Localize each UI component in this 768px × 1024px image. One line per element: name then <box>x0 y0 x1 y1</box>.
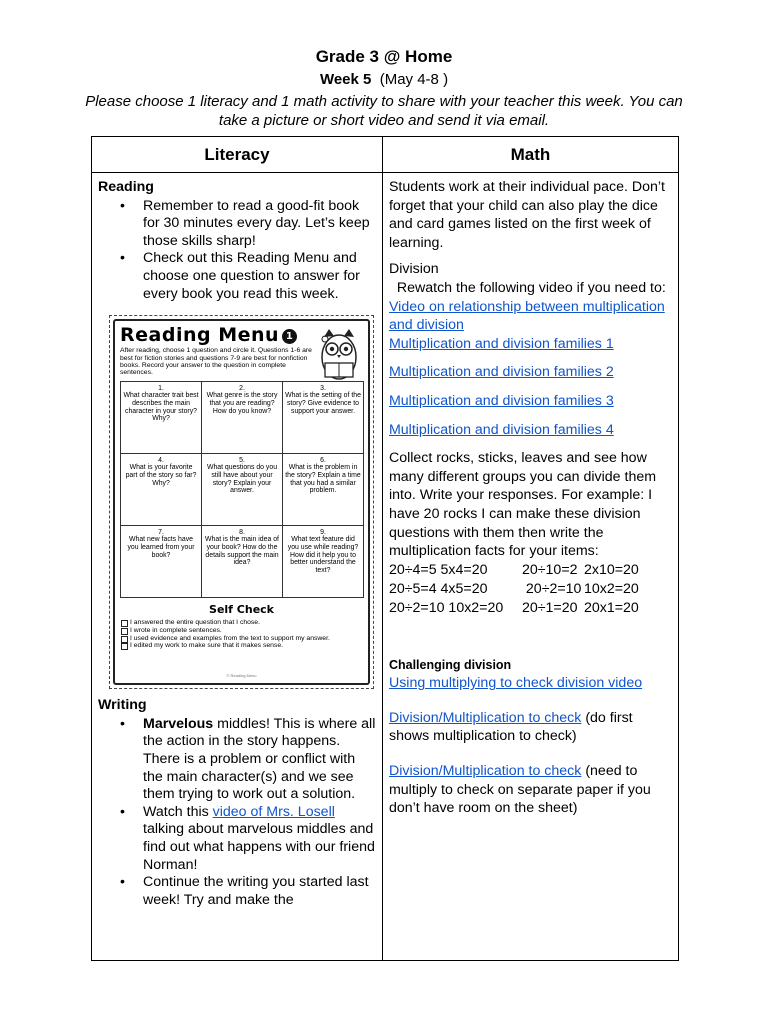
self-check-item: I used evidence and examples from the text to support my answer. <box>120 635 363 643</box>
literacy-column-header: Literacy <box>92 137 383 173</box>
self-check-item: I edited my work to make sure that it makes sense. <box>120 642 363 650</box>
menu-cell: 3. What is the setting of the story? Give evidence to support your answer. <box>283 381 364 453</box>
division-check-link-2[interactable]: Division/Multiplication to check <box>388 763 582 780</box>
list-item: • Marvelous middles! This is where all the action in the story happens. There is a problem or conflict with the main character(s) and we see them trying to work out a solution. <box>98 716 377 804</box>
list-item: • Check out this Reading Menu and choose one question to answer for every book you read this week. <box>98 250 377 303</box>
menu-cell: 1. What character trait best describes the main character in your story? Why? <box>121 381 202 453</box>
fact-row: 20÷5=4 4x5=20 20÷2=10 10x2=20 <box>388 580 639 597</box>
reading-menu-intro: After reading, choose 1 question and circle it. Questions 1-6 are best for fiction stories and questions 7-9 are best for nonfiction books. Record your answer to the question in complete sentences. <box>120 347 312 377</box>
menu-cell: 2. What genre is the story that you are reading? How do you know? <box>202 381 283 453</box>
menu-cell: 5. What questions do you still have about your story? Explain your answer. <box>202 453 283 525</box>
menu-cell: 7. What new facts have you learned from your book? <box>121 525 202 597</box>
division-check-note-2: (need to multiply to check on separate paper if you don’t have room on the sheet) <box>388 763 651 817</box>
video-link-families-3[interactable]: Multiplication and division families 3 <box>388 392 614 409</box>
rewatch-text: Rewatch the following video if you need to: <box>388 279 666 296</box>
self-check-title: Self Check <box>209 602 274 616</box>
math-intro: Students work at their individual pace. Don’t forget that your child can also play the dice and card games listed on the first week of learning. <box>388 179 665 251</box>
division-check-link-1[interactable]: Division/Multiplication to check <box>388 709 582 726</box>
menu-cell: 8. What is the main idea of your book? How do the details support the main idea? <box>202 525 283 597</box>
menu-cell: 6. What is the problem in the story? Explain a time that you had a similar problem. <box>283 453 364 525</box>
math-cell <box>382 173 678 961</box>
reading-menu-grid <box>120 381 364 598</box>
self-check-item: I wrote in complete sentences. <box>120 627 363 635</box>
fact-row: 20÷2=10 10x2=20 20÷1=20 20x1=20 <box>388 599 639 616</box>
mrs-losell-video-link[interactable]: video of Mrs. Losell <box>212 803 335 820</box>
self-check-list <box>120 619 363 649</box>
reading-menu-image <box>109 315 374 689</box>
menu-cell: 4. What is your favorite part of the story so far? Why? <box>121 453 202 525</box>
page-title: Grade 3 @ Home <box>315 47 453 66</box>
video-link-families-2[interactable]: Multiplication and division families 2 <box>388 364 614 381</box>
challenging-division-heading: Challenging division <box>388 657 512 672</box>
activity-table <box>91 136 679 961</box>
list-item: • Watch this video of Mrs. Losell talking about marvelous middles and find out what happens with our friend Norman! <box>98 804 377 874</box>
video-link-families-1[interactable]: Multiplication and division families 1 <box>388 335 614 352</box>
instructions: Please choose 1 literacy and 1 math activity to share with your teacher this week. You can take a picture or short video and send it via email. <box>85 93 683 129</box>
activity-text: Collect rocks, sticks, leaves and see how many different groups you can divide them into. Write your responses. For example: I have 20 rocks I can make these division questions with them then write the multiplication facts for your items: <box>388 450 657 560</box>
video-link-families-4[interactable]: Multiplication and division families 4 <box>388 421 614 438</box>
reading-menu-title-text: Reading Menu <box>120 324 280 347</box>
reading-menu-number: 1 <box>282 329 297 344</box>
fact-row: 20÷4=5 5x4=20 20÷10=2 2x10=20 <box>388 561 639 578</box>
week-line <box>0 70 768 90</box>
writing-list <box>98 716 377 910</box>
reading-heading: Reading <box>98 179 154 195</box>
self-check-item: I answered the entire question that I chose. <box>120 619 363 627</box>
list-item: • Remember to read a good-fit book for 30 minutes every day. Let’s keep those skills sharp! <box>98 198 377 251</box>
week-label: Week 5 <box>319 71 372 88</box>
math-column-header: Math <box>382 137 678 173</box>
division-check-note-1: (do first shows multiplication to check) <box>388 709 633 745</box>
menu-copyright: © Reading Menu <box>226 672 257 678</box>
literacy-cell <box>92 173 383 961</box>
list-item: • Continue the writing you started last week! Try and make the <box>98 874 377 909</box>
reading-list <box>98 198 377 304</box>
division-heading: Division <box>388 261 439 278</box>
page-header <box>0 46 768 130</box>
menu-cell: 9. What text feature did you use while reading? How did it help you to better understand the text? <box>283 525 364 597</box>
challenge-video-link[interactable]: Using multiplying to check division video <box>388 675 643 692</box>
writing-heading: Writing <box>98 697 147 714</box>
owl-reading-icon <box>316 325 362 383</box>
division-facts <box>389 561 674 618</box>
week-dates: (May 4-8 ) <box>379 71 449 88</box>
video-link-relationship[interactable]: Video on relationship between multiplication and division <box>388 298 665 334</box>
